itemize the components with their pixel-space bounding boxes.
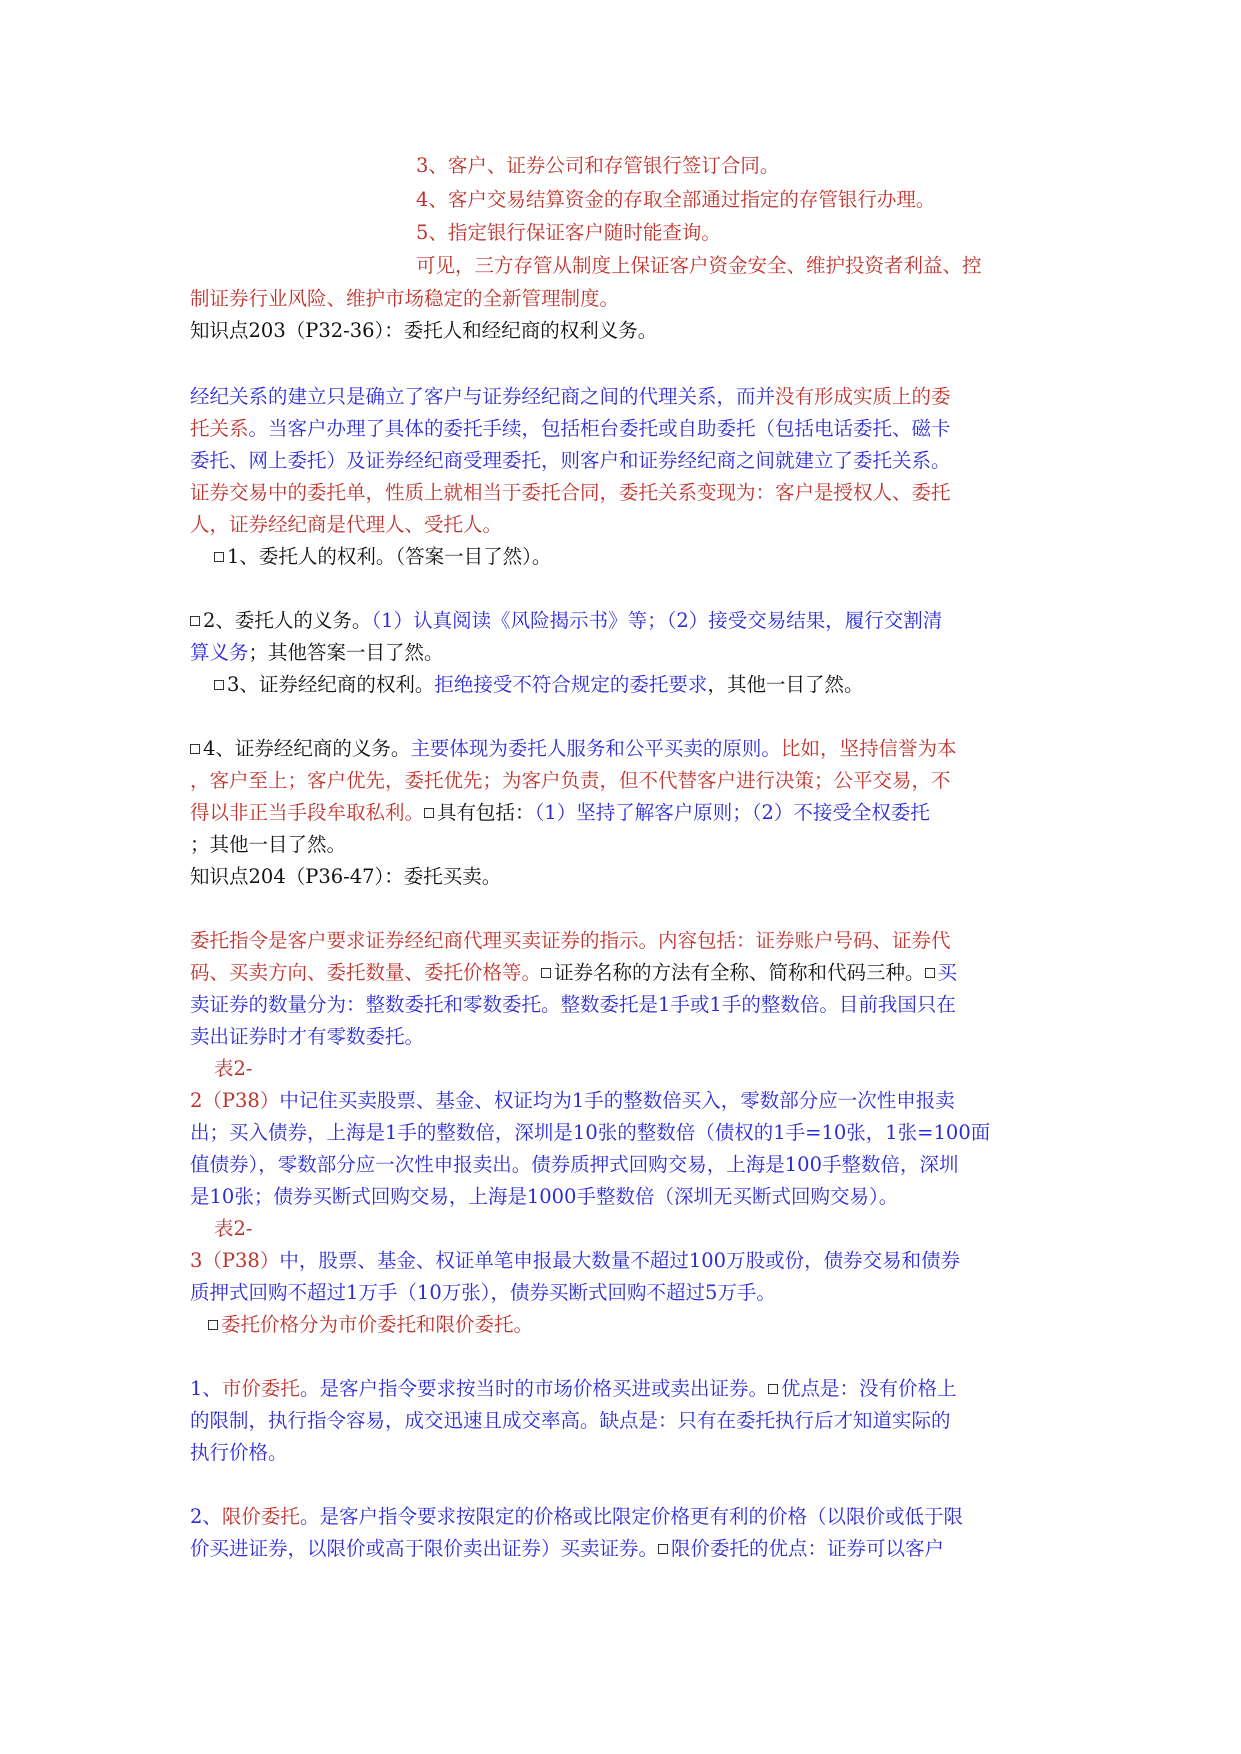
text-line [190,1376,956,1402]
text-segment: 限价委托 [221,1505,300,1528]
text-segment: 3、客户、证券公司和存管银行签订合同。 [416,154,780,177]
text-segment: 算义务 [190,641,249,664]
text-segment: 人，证券经纪商是代理人、受托人。 [190,513,503,536]
bullet-box-icon [208,1320,218,1330]
text-segment: 委托价格分为市价委托和限价委托。 [221,1313,534,1336]
text-segment: 没有形成实质上的委 [775,385,951,408]
text-segment: 2（P38） [190,1089,280,1112]
text-segment: 的限制，执行指令容易，成交迅速且成交率高。缺点是：只有在委托执行后才知道实际的 [190,1409,951,1432]
text-segment: 表2- [214,1057,253,1080]
text-segment: 得以非正当手段牟取私利。 [190,801,425,824]
text-segment: 。是客户指令要求按当时的市场价格买进或卖出证券。 [299,1377,768,1400]
text-line [190,1440,288,1466]
text-line [190,1248,960,1274]
text-segment: 值债券），零数部分应一次性申报卖出。债券质押式回购交易，上海是100手整数倍，深圳 [190,1153,959,1176]
text-segment: 知识点203（P32-36）：委托人和经纪商的权利义务。 [190,319,658,342]
text-line [190,864,501,890]
text-line [190,1088,955,1114]
text-line [214,672,863,698]
text-line [416,153,779,179]
text-line [190,1408,951,1434]
text-line [190,1152,958,1178]
bullet-box-icon [768,1384,778,1394]
text-line [416,187,935,213]
text-segment: 1、 [190,1377,222,1400]
bullet-box-icon [214,680,224,690]
text-segment: 可见，三方存管从制度上保证客户资金安全、维护投资者利益、控 [416,254,982,277]
text-segment: 码、买卖方向、委托数量、委托价格等。 [190,961,542,984]
text-line [190,1536,944,1562]
text-segment: 制证券行业风险、维护市场稳定的全新管理制度。 [190,287,620,310]
text-segment: 出；买入债券，上海是1手的整数倍，深圳是10张的整数倍（债权的1手=10张，1张=100面 [190,1121,991,1144]
text-segment: 买 [937,961,958,984]
text-segment: ，其他一目了然。 [707,673,864,696]
text-line [214,1056,253,1082]
text-segment: 中记住买卖股票、基金、权证均为1手的整数倍买入，零数部分应一次性申报卖 [279,1089,955,1112]
text-segment: 拒绝接受不符合规定的委托要求 [434,673,708,696]
bullet-box-icon [424,808,434,818]
text-segment: ；其他答案一目了然。 [248,641,444,664]
text-line [190,1024,424,1050]
text-line [190,1120,990,1146]
bullet-box-icon [214,552,224,562]
text-line [190,416,951,442]
text-segment: （1）认真阅读《风险揭示书》等；（2）接受交易结果，履行交割清 [371,609,943,632]
text-line [190,736,956,762]
text-line [190,928,951,954]
text-line [190,448,951,474]
text-segment: 委托指令是客户要求证券经纪商代理买卖证券的指示。内容包括：证券账户号码、证券代 [190,929,951,952]
text-segment: 委托、网上委托）及证券经纪商受理委托，则客户和证券经纪商之间就建立了委托关系。 [190,449,951,472]
text-line [190,1280,776,1306]
text-segment: 优点是：没有价格上 [780,1377,957,1400]
text-segment: 证券交易中的委托单，性质上就相当于委托合同，委托关系变现为：客户是授权人、委托 [190,481,951,504]
bullet-box-icon [190,616,200,626]
bullet-box-icon [541,968,551,978]
text-segment: 证券名称的方法有全称、简称和代码三种。 [554,961,925,984]
text-line [416,253,982,279]
text-segment: 2、 [190,1505,222,1528]
text-segment: 经纪关系的建立只是确立了客户与证券经纪商之间的代理关系，而并 [190,385,776,408]
text-segment: 限价委托的优点：证券可以客户 [671,1537,945,1560]
text-segment: 4、客户交易结算资金的存取全部通过指定的存管银行办理。 [416,188,936,211]
text-line [190,800,930,826]
text-segment: 3、证券经纪商的权利。 [227,673,435,696]
text-segment: 具有包括： [437,801,535,824]
text-segment: 知识点204（P36-47）：委托买卖。 [190,865,502,888]
text-segment: 执行价格。 [190,1441,288,1464]
text-segment: 2、委托人的义务。 [203,609,372,632]
text-line [190,480,951,506]
text-line [190,960,957,986]
text-segment: 。当客户办理了具体的委托手续，包括柜台委托或自助委托（包括电话委托、磁卡 [248,417,951,440]
text-segment: 。是客户指令要求按限定的价格或比限定价格更有利的价格（以限价或低于限 [299,1505,963,1528]
bullet-box-icon [190,744,200,754]
text-segment: 中，股票、基金、权证单笔申报最大数量不超过100万股或份，债券交易和债券 [279,1249,961,1272]
text-line [208,1312,533,1338]
text-line [190,640,444,666]
text-segment: 4、证券经纪商的义务。 [203,737,411,760]
text-line [190,318,657,344]
text-segment: 5、指定银行保证客户随时能查询。 [416,221,721,244]
text-segment: 卖出证券时才有零数委托。 [190,1025,425,1048]
text-segment: （1）坚持了解客户原则；（2）不接受全权委托 [534,801,930,824]
text-line [190,1184,898,1210]
text-line [190,286,619,312]
text-segment: 价买进证券，以限价或高于限价卖出证券）买卖证券。 [190,1537,659,1560]
text-segment: 质押式回购不超过1万手（10万张），债券买断式回购不超过5万手。 [190,1281,776,1304]
text-segment: 卖证券的数量分为：整数委托和零数委托。整数委托是1手或1手的整数倍。目前我国只在 [190,993,956,1016]
text-line [416,220,721,246]
bullet-box-icon [925,968,935,978]
text-line [190,832,346,858]
text-line [214,544,551,570]
text-segment: ，客户至上；客户优先，委托优先；为客户负责，但不代替客户进行决策；公平交易，不 [190,769,951,792]
text-line [214,1216,253,1242]
text-line [190,384,951,410]
text-line [190,1504,963,1530]
text-segment: 比如，坚持信誉为本 [780,737,957,760]
text-segment: 市价委托 [221,1377,300,1400]
text-segment: ；其他一目了然。 [190,833,347,856]
text-line [190,992,956,1018]
text-segment: 是10张；债券买断式回购交易，上海是1000手整数倍（深圳无买断式回购交易）。 [190,1185,899,1208]
text-line [190,768,951,794]
text-segment: 托关系 [190,417,249,440]
text-segment: 1、委托人的权利。（答案一目了然）。 [227,545,552,568]
text-line [190,512,502,538]
bullet-box-icon [658,1544,668,1554]
text-segment: 主要体现为委托人服务和公平买卖的原则。 [410,737,781,760]
text-segment: 表2- [214,1217,253,1240]
text-line [190,608,942,634]
text-segment: 3（P38） [190,1249,280,1272]
